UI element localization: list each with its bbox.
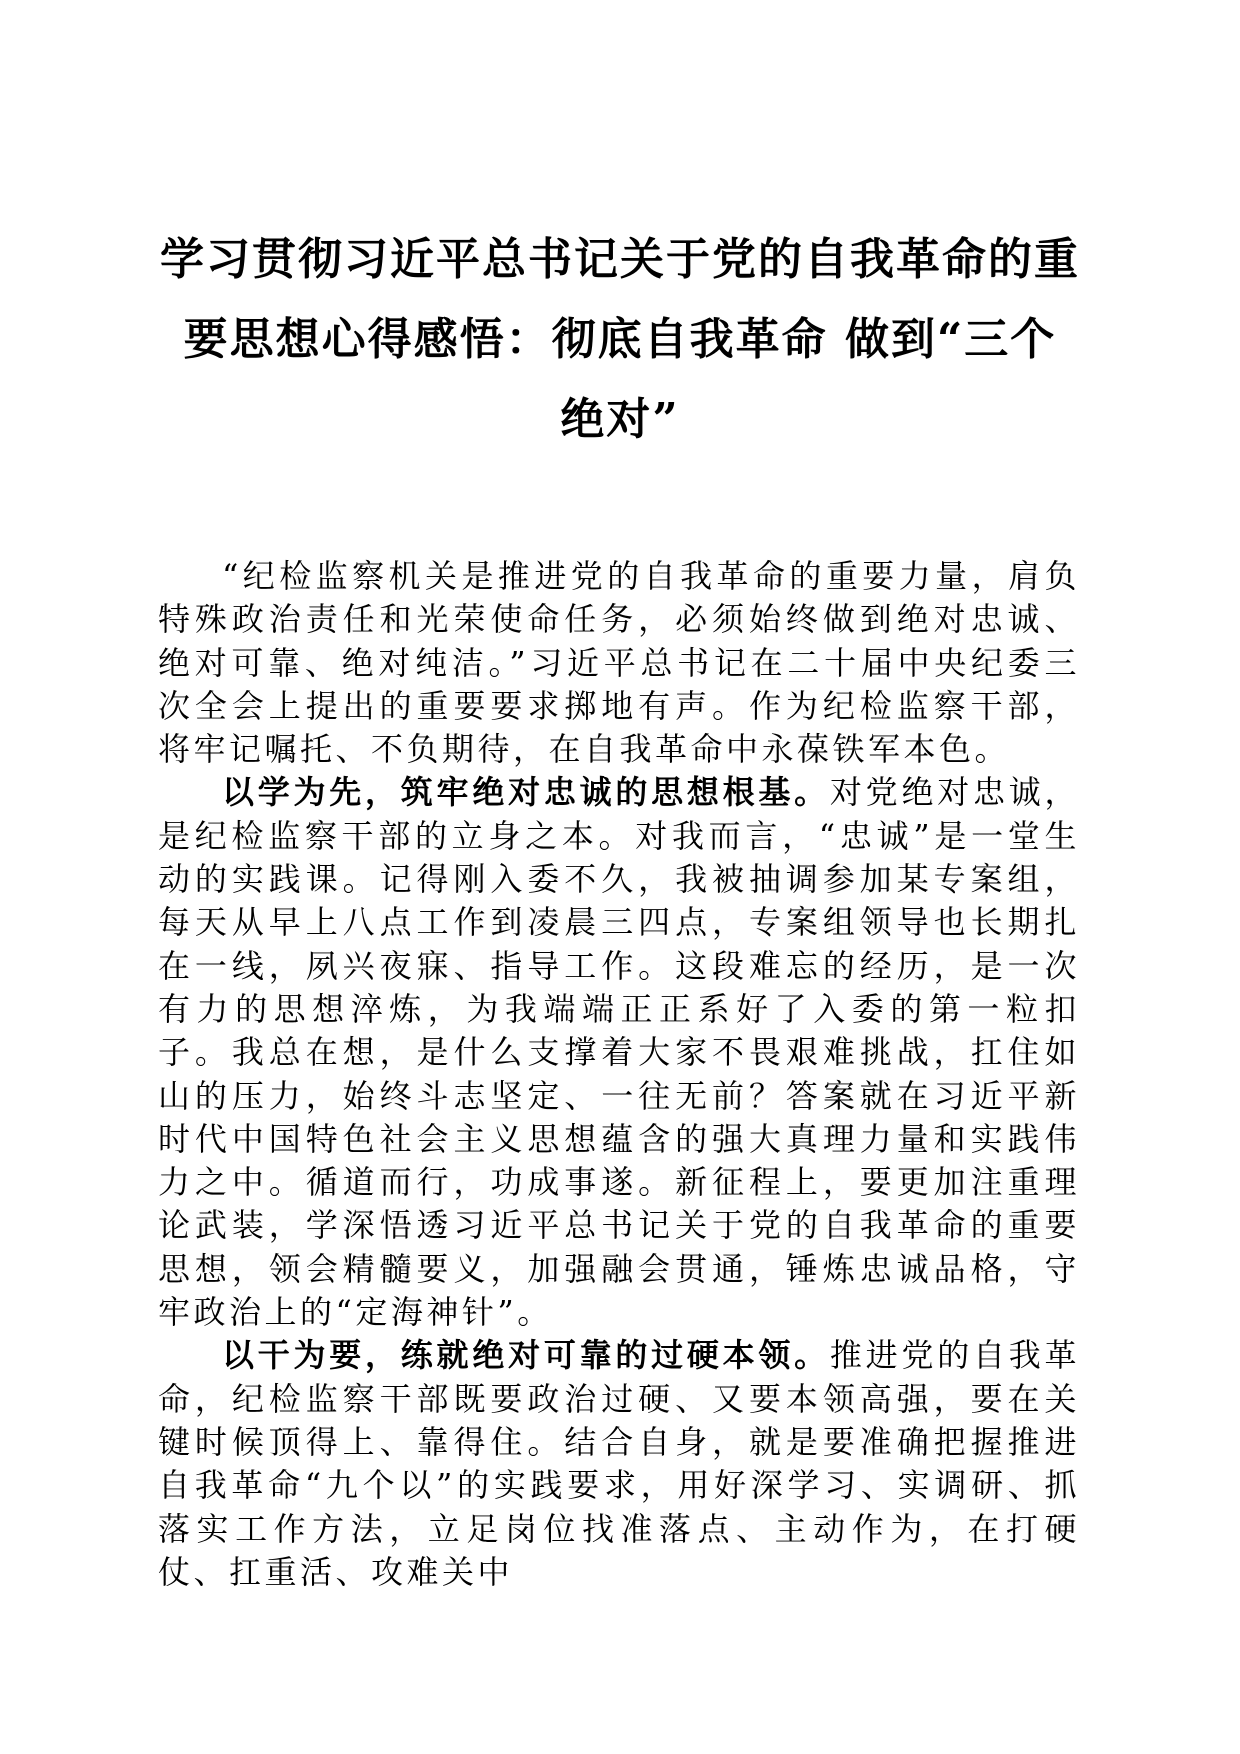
title-line-1: 学习贯彻习近平总书记关于党的自我革命的重 (160, 234, 1080, 285)
title-line-2: 要思想心得感悟：彻底自我革命 做到“三个 (183, 314, 1057, 365)
paragraph-text: “纪检监察机关是推进党的自我革命的重要力量，肩负特殊政治责任和光荣使命任务，必须始终做到绝对忠诚、绝对可靠、绝对纯洁。”习近平总书记在二十届中央纪委三次全会上提出的重要要求掷地有声。作为纪检监察干部，将牢记嘱托、不负期待，在自我革命中永葆铁军本色。 (158, 557, 1080, 769)
paragraph-practice (158, 1334, 1080, 1594)
paragraph-intro (158, 555, 1080, 771)
paragraph-text: 推进党的自我革命，纪检监察干部既要政治过硬、又要本领高强，要在关键时候顶得上、靠得住。结合自身，就是要准确把握推进自我革命“九个以”的实践要求，用好深学习、实调研、抓落实工作方法，立足岗位找准落点、主动作为，在打硬仗、扛重活、攻难关中 (158, 1336, 1080, 1591)
document-body (158, 555, 1080, 1594)
document-title (150, 220, 1090, 460)
paragraph-study (158, 771, 1080, 1334)
paragraph-text: 对党绝对忠诚，是纪检监察干部的立身之本。对我而言，“忠诚”是一堂生动的实践课。记得刚入委不久，我被抽调参加某专案组，每天从早上八点工作到凌晨三四点，专案组领导也长期扎在一线，夙兴夜寐、指导工作。这段难忘的经历，是一次有力的思想淬炼，为我端端正正系好了入委的第一粒扣子。我总在想，是什么支撑着大家不畏艰难挑战，扛住如山的压力，始终斗志坚定、一往无前？答案就在习近平新时代中国特色社会主义思想蕴含的强大真理力量和实践伟力之中。循道而行，功成事遂。新征程上，要更加注重理论武装，学深悟透习近平总书记关于党的自我革命的重要思想，领会精髓要义，加强融会贯通，锤炼忠诚品格，守牢政治上的“定海神针”。 (158, 773, 1080, 1332)
paragraph-lead: 以干为要，练就绝对可靠的过硬本领。 (222, 1336, 830, 1375)
title-line-3: 绝对” (560, 394, 680, 445)
paragraph-lead: 以学为先，筑牢绝对忠诚的思想根基。 (222, 773, 830, 812)
